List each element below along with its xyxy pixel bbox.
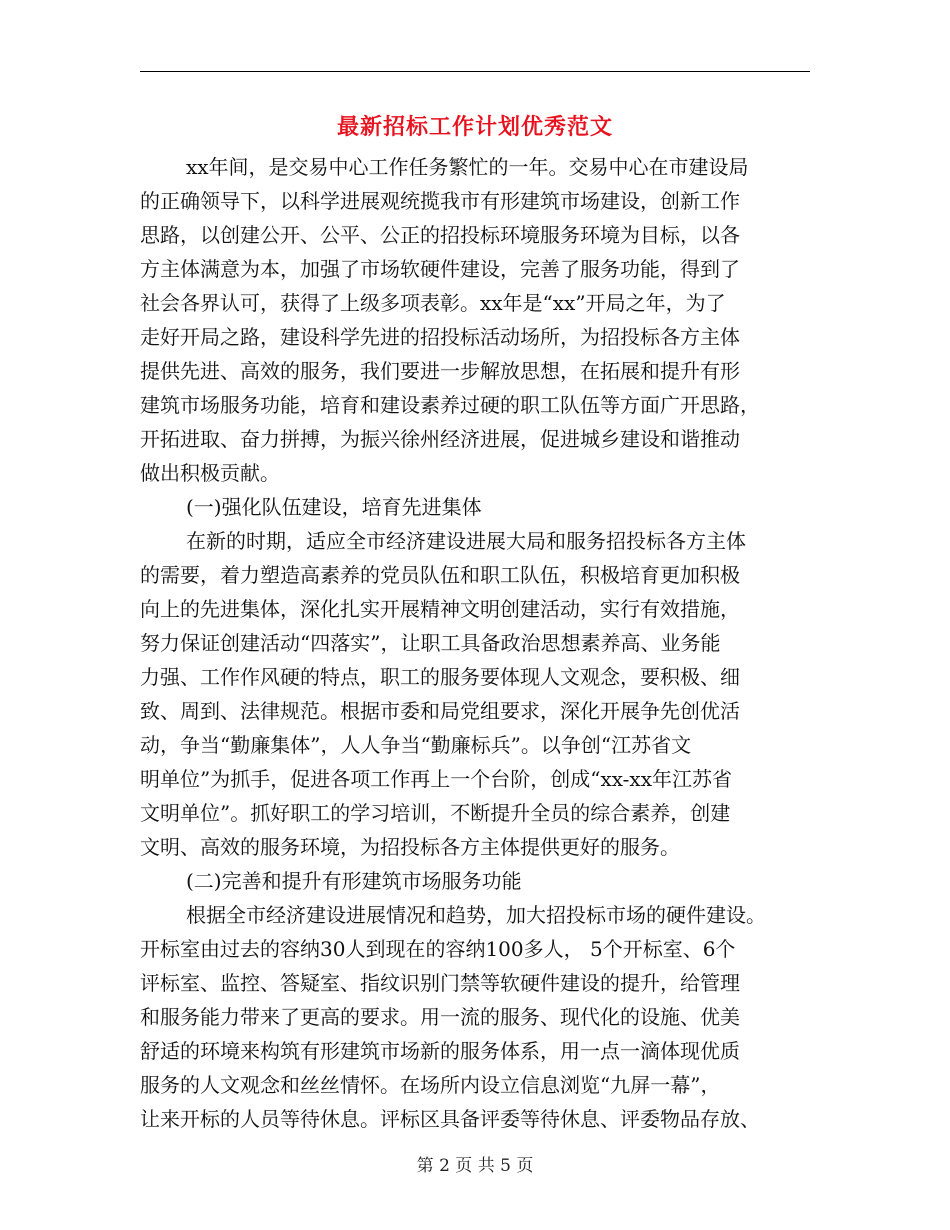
section-heading: (一)强化队伍建设，培育先进集体 [186,495,482,519]
text-line: 文明单位”。抓好职工的学习培训，不断提升全员的综合素养，创建 [140,801,731,825]
text-line: 的需要，着力塑造高素养的党员队伍和职工队伍，积极培育更加积极 [140,563,740,587]
text-line: 提供先进、高效的服务，我们要进一步解放思想，在拓展和提升有形 [140,359,740,383]
text-line: 明单位”为抓手，促进各项工作再上一个台阶，创成“xx-xx年江苏省 [140,767,732,791]
text-line: 根据全市经济建设进展情况和趋势，加大招投标市场的硬件建设。 [186,903,766,927]
text-line: 文明、高效的服务环境，为招投标各方主体提供更好的服务。 [140,835,680,859]
text-line: 服务的人文观念和丝丝情怀。在场所内设立信息浏览“九屏一幕”， [140,1073,721,1097]
text-line: 力强、工作作风硬的特点，职工的服务要体现人文观念，要积极、细 [140,665,740,689]
text-line: 致、周到、法律规范。根据市委和局党组要求，深化开展争先创优活 [140,699,740,723]
text-line: 和服务能力带来了更高的要求。用一流的服务、现代化的设施、优美 [140,1005,740,1029]
text-line: 的正确领导下，以科学进展观统揽我市有形建筑市场建设，创新工作 [140,189,740,213]
text-line: 社会各界认可，获得了上级多项表彰。xx年是“xx”开局之年，为了 [140,291,726,315]
text-line: 做出积极贡献。 [140,461,280,485]
text-line: 思路，以创建公开、公平、公正的招投标环境服务环境为目标，以各 [140,223,740,247]
text-line: 评标室、监控、答疑室、指纹识别门禁等软硬件建设的提升，给管理 [140,971,740,995]
text-line: 向上的先进集体，深化扎实开展精神文明创建活动，实行有效措施， [140,597,740,621]
text-line: 开标室由过去的容纳30人到现在的容纳100多人， 5个开标室、6个 [140,937,736,961]
text-line: 方主体满意为本，加强了市场软硬件建设，完善了服务功能，得到了 [140,257,740,281]
section-heading: (二)完善和提升有形建筑市场服务功能 [186,869,522,893]
page-number: 第 2 页 共 5 页 [416,1156,534,1176]
text-line: 动，争当“勤廉集体”，人人争当“勤廉标兵”。以争创“江苏省文 [140,733,692,757]
text-line: 开拓进取、奋力拼搏，为振兴徐州经济进展，促进城乡建设和谐推动 [140,427,740,451]
text-line: 舒适的环境来构筑有形建筑市场新的服务体系，用一点一滴体现优质 [140,1039,740,1063]
document-title: 最新招标工作计划优秀范文 [336,114,613,140]
text-line: 走好开局之路，建设科学先进的招投标活动场所，为招投标各方主体 [140,325,740,349]
text-line: 让来开标的人员等待休息。评标区具备评委等待休息、评委物品存放、 [140,1107,760,1131]
text-line: 建筑市场服务功能，培育和建设素养过硬的职工队伍等方面广开思路， [140,393,760,417]
text-line: 在新的时期，适应全市经济建设进展大局和服务招投标各方主体 [186,529,746,553]
text-line: 努力保证创建活动“四落实”，让职工具备政治思想素养高、业务能 [140,631,721,655]
text-line: xx年间，是交易中心工作任务繁忙的一年。交易中心在市建设局 [186,155,749,179]
header-rule [140,71,810,72]
